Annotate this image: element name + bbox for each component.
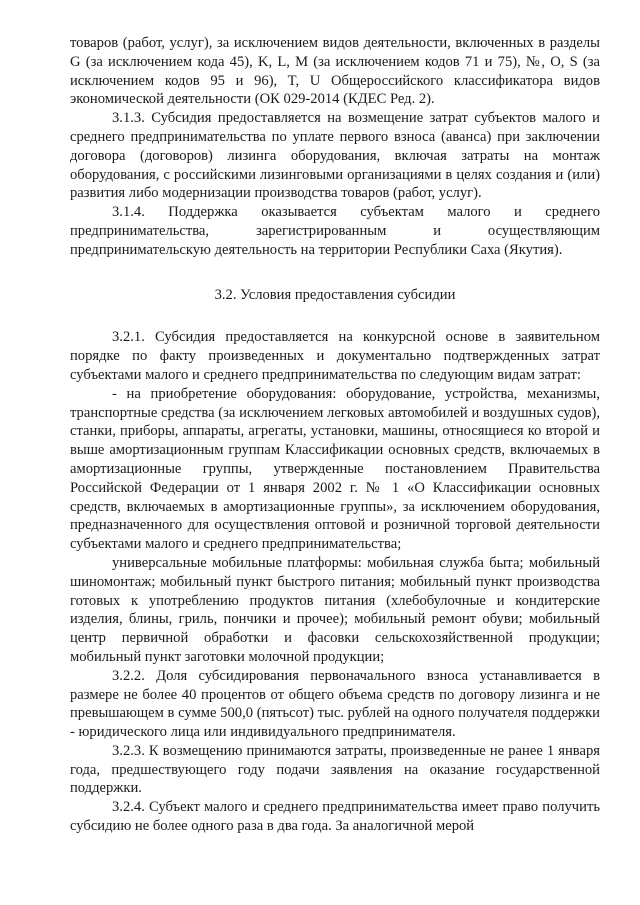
paragraph-3-1-4: 3.1.4. Поддержка оказывается субъектам малого и среднего предпринимательства, зарегистрированным и осуществляющим предпринимательскую деятельность на территории Республики Саха (Якутия). — [70, 204, 600, 258]
paragraph-3-2-2: 3.2.2. Доля субсидирования первоначального взноса устанавливается в размере не более 40 процентов от общего объема средств по договору лизинга и не превышающем в сумме 500,0 (пятьсот) тыс. рублей на одного получателя поддержки - юридического лица или индивидуального предпринимателя. — [70, 667, 600, 741]
paragraph-okved: товаров (работ, услуг), за исключением видов деятельности, включенных в разделы G (за исключением кода 45), K, L, M (за исключением кодов 71 и 75), №, O, S (за исключением кодов 95 и 96), T, U Общероссийского классификатора видов экономической деятельности (ОК 029-2014 (КДЕС Ред. 2). — [70, 35, 600, 108]
paragraph-mobile-platforms: универсальные мобильные платформы: мобильная служба быта; мобильный шиномонтаж; мобильный пункт быстрого питания; мобильный пункт производства готовых к употреблению продуктов питания (хлебобулочные и кондитерские изделия, блины, гриль, пончики и прочее); мобильный ремонт обуви; мобильный центр первичной обработки и фасовки сельскохозяйственной продукции; мобильный пункт заготовки молочной продукции; — [70, 554, 600, 665]
paragraph-3-2-4: 3.2.4. Субъект малого и среднего предпринимательства имеет право получить субсидию не более одного раза в два года. За аналогичной мерой — [70, 799, 600, 835]
paragraph-equipment: - на приобретение оборудования: оборудование, устройства, механизмы, транспортные средства (за исключением легковых автомобилей и воздушных судов), станки, приборы, аппараты, агрегаты, установки, машины, относящиеся ко второй и выше амортизационным группам Классификации основных средств, включаемых в амортизационные группы, утвержденные постановлением Правительства Российской Федерации от 1 января 2002 г. № 1 «О Классификации основных средств, включаемых в амортизационные группы», за исключением оборудования, предназначенного для осуществления оптовой и розничной торговой деятельности субъектами малого и среднего предпринимательства; — [70, 385, 600, 553]
paragraph-3-2-3: 3.2.3. К возмещению принимаются затраты, произведенные не ранее 1 января года, предшествующего году подачи заявления на оказание государственной поддержки. — [70, 742, 600, 797]
paragraph-3-1-3: 3.1.3. Субсидия предоставляется на возмещение затрат субъектов малого и среднего предпринимательства по уплате первого взноса (аванса) при заключении договора (договоров) лизинга оборудования, включая затраты на монтаж оборудования, с российскими лизинговыми организациями в целях создания и (или) развития либо модернизации производства товаров (работ, услуг). — [70, 110, 600, 202]
paragraph-3-2-1: 3.2.1. Субсидия предоставляется на конкурсной основе в заявительном порядке по факту произведенных и документально подтвержденных затрат субъектами малого и среднего предпринимательства по следующим видам затрат: — [70, 329, 600, 383]
section-heading: 3.2. Условия предоставления субсидии — [214, 286, 456, 303]
